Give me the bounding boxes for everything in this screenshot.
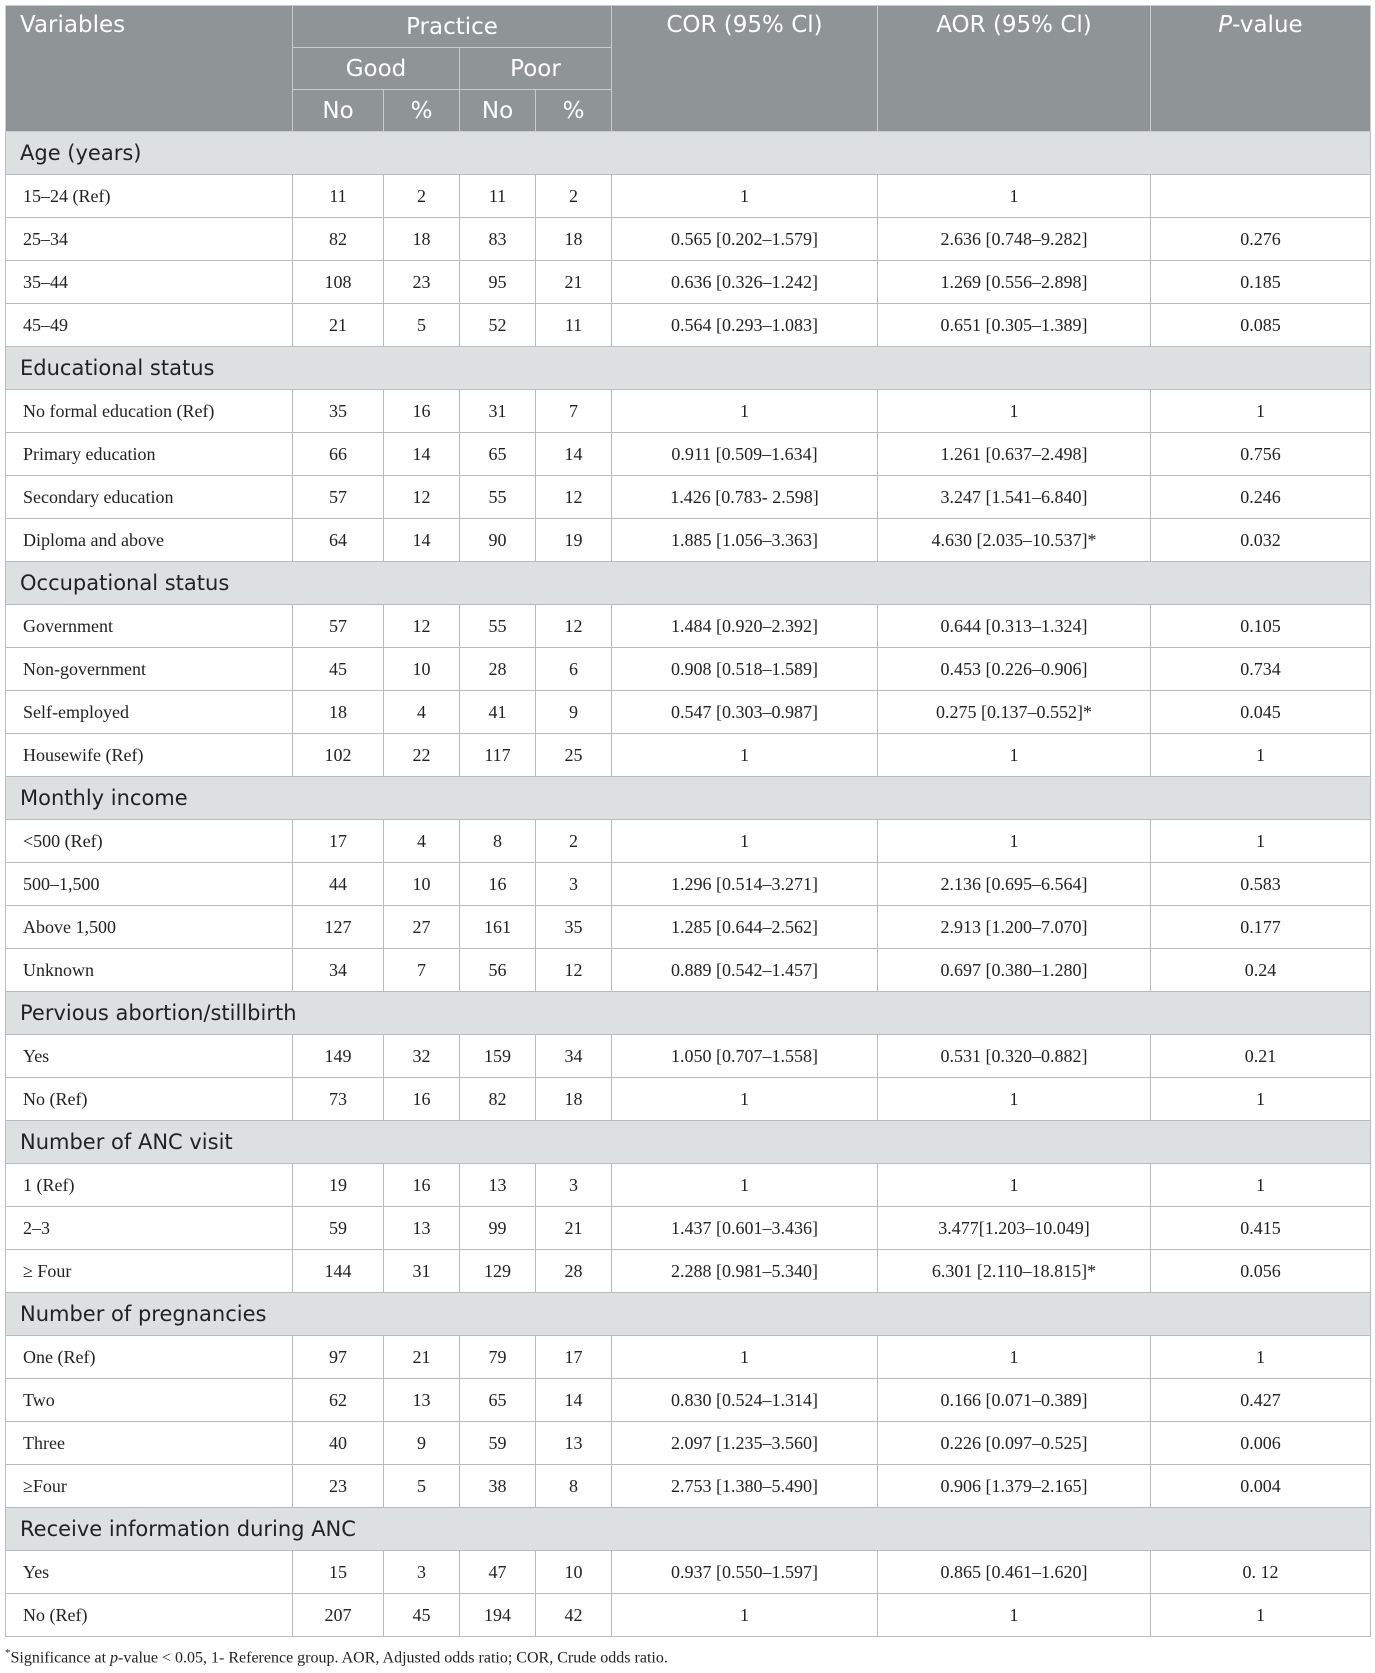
cell-aor: 0.531 [0.320–0.882] [878,1035,1151,1078]
cell-cor: 0.908 [0.518–1.589] [612,648,878,691]
cell-good-pct: 22 [384,734,460,777]
cell-variable: One (Ref) [6,1336,293,1379]
cell-good-pct: 13 [384,1379,460,1422]
cell-p-value: 1 [1151,1594,1371,1637]
results-table [5,5,1371,1637]
cell-poor-pct: 8 [536,1465,612,1508]
cell-variable: Yes [6,1551,293,1594]
cell-good-pct: 16 [384,390,460,433]
cell-poor-no: 55 [460,605,536,648]
cell-aor: 1 [878,1078,1151,1121]
cell-poor-no: 11 [460,175,536,218]
section-row [6,347,1371,390]
cell-aor: 0.697 [0.380–1.280] [878,949,1151,992]
cell-poor-pct: 12 [536,476,612,519]
table-row [6,1551,1371,1594]
footnote-p-italic: p [110,1649,119,1667]
cell-poor-no: 129 [460,1250,536,1293]
cell-aor: 6.301 [2.110–18.815]* [878,1250,1151,1293]
cell-good-pct: 10 [384,863,460,906]
cell-cor: 1.296 [0.514–3.271] [612,863,878,906]
cell-good-no: 34 [293,949,384,992]
cell-good-no: 18 [293,691,384,734]
cell-variable: Government [6,605,293,648]
cell-aor: 1 [878,734,1151,777]
cell-aor: 0.651 [0.305–1.389] [878,304,1151,347]
cell-poor-no: 13 [460,1164,536,1207]
table-body [6,132,1371,1637]
cell-good-no: 207 [293,1594,384,1637]
cell-cor: 1.484 [0.920–2.392] [612,605,878,648]
cell-aor: 2.636 [0.748–9.282] [878,218,1151,261]
section-title: Number of pregnancies [6,1293,1371,1336]
header-poor-pct: % [536,90,612,132]
cell-variable: Self-employed [6,691,293,734]
cell-poor-no: 31 [460,390,536,433]
cell-poor-pct: 21 [536,261,612,304]
table-row [6,1207,1371,1250]
cell-poor-pct: 42 [536,1594,612,1637]
cell-poor-pct: 18 [536,218,612,261]
cell-p-value: 1 [1151,734,1371,777]
cell-good-pct: 45 [384,1594,460,1637]
header-poor-no: No [460,90,536,132]
cell-good-no: 62 [293,1379,384,1422]
header-good-pct: % [384,90,460,132]
table-row [6,1422,1371,1465]
cell-aor: 0.166 [0.071–0.389] [878,1379,1151,1422]
cell-good-no: 66 [293,433,384,476]
table-row [6,1379,1371,1422]
cell-p-value: 1 [1151,390,1371,433]
cell-variable: Non-government [6,648,293,691]
cell-aor: 2.913 [1.200–7.070] [878,906,1151,949]
cell-p-value: 0.085 [1151,304,1371,347]
cell-good-pct: 10 [384,648,460,691]
cell-cor: 2.097 [1.235–3.560] [612,1422,878,1465]
cell-poor-no: 41 [460,691,536,734]
section-title: Age (years) [6,132,1371,175]
table-row [6,476,1371,519]
cell-aor: 0.275 [0.137–0.552]* [878,691,1151,734]
cell-good-pct: 16 [384,1164,460,1207]
cell-cor: 1 [612,390,878,433]
header-cor: COR (95% Cl) [612,6,878,132]
cell-p-value: 1 [1151,820,1371,863]
cell-variable: No (Ref) [6,1078,293,1121]
cell-good-pct: 12 [384,476,460,519]
cell-poor-pct: 35 [536,906,612,949]
cell-good-no: 59 [293,1207,384,1250]
table-row [6,734,1371,777]
cell-aor: 4.630 [2.035–10.537]* [878,519,1151,562]
cell-cor: 0.547 [0.303–0.987] [612,691,878,734]
footnote-star: * [5,1647,11,1659]
table-row [6,1164,1371,1207]
table-row [6,304,1371,347]
cell-poor-pct: 12 [536,949,612,992]
cell-good-pct: 2 [384,175,460,218]
cell-poor-no: 38 [460,1465,536,1508]
section-row [6,1121,1371,1164]
cell-aor: 1 [878,1336,1151,1379]
cell-poor-no: 99 [460,1207,536,1250]
cell-good-no: 40 [293,1422,384,1465]
table-header [6,6,1371,132]
cell-cor: 1.426 [0.783- 2.598] [612,476,878,519]
cell-good-pct: 5 [384,1465,460,1508]
cell-cor: 1.437 [0.601–3.436] [612,1207,878,1250]
table-row [6,1594,1371,1637]
section-title: Receive information during ANC [6,1508,1371,1551]
cell-variable: No formal education (Ref) [6,390,293,433]
header-p-rest: -value [1232,12,1303,38]
cell-poor-pct: 34 [536,1035,612,1078]
cell-variable: 25–34 [6,218,293,261]
cell-good-pct: 4 [384,820,460,863]
section-row [6,777,1371,820]
cell-good-pct: 7 [384,949,460,992]
header-p-value [1151,6,1371,132]
cell-cor: 1 [612,734,878,777]
section-title: Monthly income [6,777,1371,820]
cell-poor-no: 52 [460,304,536,347]
cell-poor-no: 65 [460,1379,536,1422]
cell-variable: 15–24 (Ref) [6,175,293,218]
cell-p-value: 0.185 [1151,261,1371,304]
cell-p-value: 1 [1151,1164,1371,1207]
cell-good-no: 17 [293,820,384,863]
cell-poor-no: 79 [460,1336,536,1379]
cell-p-value: 1 [1151,1078,1371,1121]
cell-good-no: 11 [293,175,384,218]
section-title: Pervious abortion/stillbirth [6,992,1371,1035]
cell-good-pct: 13 [384,1207,460,1250]
cell-aor: 0.906 [1.379–2.165] [878,1465,1151,1508]
section-row [6,1508,1371,1551]
header-variables: Variables [6,6,293,132]
cell-p-value: 0.045 [1151,691,1371,734]
cell-variable: Diploma and above [6,519,293,562]
cell-aor: 0.453 [0.226–0.906] [878,648,1151,691]
table-row [6,218,1371,261]
section-title: Occupational status [6,562,1371,605]
header-good: Good [293,48,460,90]
cell-poor-no: 194 [460,1594,536,1637]
cell-poor-no: 28 [460,648,536,691]
cell-cor: 0.565 [0.202–1.579] [612,218,878,261]
cell-p-value: 0.032 [1151,519,1371,562]
table-row [6,863,1371,906]
table-row [6,1035,1371,1078]
cell-poor-no: 82 [460,1078,536,1121]
cell-cor: 2.288 [0.981–5.340] [612,1250,878,1293]
cell-aor: 1 [878,1594,1151,1637]
header-p-italic: P [1218,12,1233,38]
cell-poor-no: 159 [460,1035,536,1078]
cell-cor: 0.830 [0.524–1.314] [612,1379,878,1422]
cell-good-no: 44 [293,863,384,906]
cell-aor: 1.261 [0.637–2.498] [878,433,1151,476]
cell-poor-no: 83 [460,218,536,261]
table-row [6,433,1371,476]
table-row [6,175,1371,218]
cell-aor: 0.644 [0.313–1.324] [878,605,1151,648]
cell-good-pct: 18 [384,218,460,261]
table-row [6,1465,1371,1508]
cell-cor: 1 [612,175,878,218]
cell-cor: 1.885 [1.056–3.363] [612,519,878,562]
cell-good-no: 102 [293,734,384,777]
cell-p-value: 0. 12 [1151,1551,1371,1594]
table-row [6,1250,1371,1293]
cell-good-pct: 31 [384,1250,460,1293]
cell-variable: Above 1,500 [6,906,293,949]
cell-p-value: 0.246 [1151,476,1371,519]
table-container [5,5,1370,1637]
cell-variable: 2–3 [6,1207,293,1250]
cell-variable: 1 (Ref) [6,1164,293,1207]
cell-poor-no: 161 [460,906,536,949]
cell-aor: 3.247 [1.541–6.840] [878,476,1151,519]
cell-p-value: 0.734 [1151,648,1371,691]
table-row [6,949,1371,992]
cell-p-value [1151,175,1371,218]
table-row [6,906,1371,949]
cell-aor: 1.269 [0.556–2.898] [878,261,1151,304]
cell-good-pct: 14 [384,519,460,562]
cell-good-no: 73 [293,1078,384,1121]
cell-good-no: 35 [293,390,384,433]
cell-good-no: 82 [293,218,384,261]
cell-poor-no: 65 [460,433,536,476]
cell-good-pct: 5 [384,304,460,347]
cell-cor: 0.937 [0.550–1.597] [612,1551,878,1594]
cell-poor-pct: 25 [536,734,612,777]
cell-cor: 0.636 [0.326–1.242] [612,261,878,304]
table-row [6,1078,1371,1121]
section-row [6,562,1371,605]
cell-poor-pct: 19 [536,519,612,562]
cell-p-value: 0.006 [1151,1422,1371,1465]
cell-aor: 0.865 [0.461–1.620] [878,1551,1151,1594]
cell-cor: 0.564 [0.293–1.083] [612,304,878,347]
table-row [6,390,1371,433]
cell-good-no: 64 [293,519,384,562]
cell-poor-no: 16 [460,863,536,906]
cell-good-pct: 3 [384,1551,460,1594]
cell-variable: Primary education [6,433,293,476]
cell-good-no: 57 [293,605,384,648]
cell-aor: 1 [878,1164,1151,1207]
cell-p-value: 0.004 [1151,1465,1371,1508]
cell-good-no: 57 [293,476,384,519]
cell-cor: 1 [612,1594,878,1637]
cell-variable: No (Ref) [6,1594,293,1637]
header-good-no: No [293,90,384,132]
header-poor: Poor [460,48,612,90]
cell-poor-no: 47 [460,1551,536,1594]
cell-good-pct: 21 [384,1336,460,1379]
cell-variable: <500 (Ref) [6,820,293,863]
footnote-part1: Significance at [10,1649,111,1667]
cell-cor: 1 [612,1078,878,1121]
cell-variable: 35–44 [6,261,293,304]
cell-poor-pct: 13 [536,1422,612,1465]
cell-good-pct: 16 [384,1078,460,1121]
cell-poor-no: 8 [460,820,536,863]
cell-p-value: 0.583 [1151,863,1371,906]
cell-p-value: 0.756 [1151,433,1371,476]
cell-good-no: 144 [293,1250,384,1293]
cell-poor-pct: 3 [536,863,612,906]
cell-good-pct: 27 [384,906,460,949]
cell-p-value: 0.105 [1151,605,1371,648]
cell-cor: 0.911 [0.509–1.634] [612,433,878,476]
cell-poor-pct: 3 [536,1164,612,1207]
cell-poor-pct: 28 [536,1250,612,1293]
cell-poor-no: 59 [460,1422,536,1465]
cell-variable: Yes [6,1035,293,1078]
section-row [6,132,1371,175]
cell-variable: Three [6,1422,293,1465]
cell-good-no: 19 [293,1164,384,1207]
cell-good-pct: 23 [384,261,460,304]
cell-p-value: 1 [1151,1336,1371,1379]
cell-cor: 1.285 [0.644–2.562] [612,906,878,949]
section-row [6,992,1371,1035]
cell-variable: 500–1,500 [6,863,293,906]
header-aor: AOR (95% Cl) [878,6,1151,132]
cell-poor-pct: 6 [536,648,612,691]
table-row [6,519,1371,562]
cell-cor: 1 [612,1336,878,1379]
cell-variable: 45–49 [6,304,293,347]
cell-good-pct: 4 [384,691,460,734]
cell-poor-pct: 2 [536,820,612,863]
cell-good-no: 127 [293,906,384,949]
cell-aor: 2.136 [0.695–6.564] [878,863,1151,906]
cell-cor: 0.889 [0.542–1.457] [612,949,878,992]
section-title: Educational status [6,347,1371,390]
cell-aor: 3.477[1.203–10.049] [878,1207,1151,1250]
table-row [6,261,1371,304]
cell-variable: Two [6,1379,293,1422]
cell-poor-no: 56 [460,949,536,992]
cell-poor-pct: 14 [536,433,612,476]
table-footnote [5,1647,668,1667]
cell-p-value: 0.056 [1151,1250,1371,1293]
cell-good-no: 15 [293,1551,384,1594]
cell-aor: 1 [878,820,1151,863]
cell-poor-pct: 18 [536,1078,612,1121]
cell-good-pct: 32 [384,1035,460,1078]
header-practice: Practice [293,6,612,48]
section-row [6,1293,1371,1336]
cell-poor-pct: 17 [536,1336,612,1379]
cell-good-pct: 14 [384,433,460,476]
cell-variable: Housewife (Ref) [6,734,293,777]
cell-variable: ≥ Four [6,1250,293,1293]
cell-good-no: 21 [293,304,384,347]
cell-good-pct: 12 [384,605,460,648]
cell-poor-pct: 9 [536,691,612,734]
cell-p-value: 0.276 [1151,218,1371,261]
cell-variable: Secondary education [6,476,293,519]
cell-poor-pct: 21 [536,1207,612,1250]
cell-variable: Unknown [6,949,293,992]
cell-p-value: 0.24 [1151,949,1371,992]
cell-poor-pct: 11 [536,304,612,347]
cell-poor-pct: 14 [536,1379,612,1422]
cell-p-value: 0.427 [1151,1379,1371,1422]
table-row [6,820,1371,863]
cell-aor: 1 [878,175,1151,218]
cell-p-value: 0.21 [1151,1035,1371,1078]
table-row [6,691,1371,734]
cell-poor-pct: 12 [536,605,612,648]
cell-poor-no: 90 [460,519,536,562]
cell-poor-no: 95 [460,261,536,304]
table-row [6,648,1371,691]
cell-aor: 0.226 [0.097–0.525] [878,1422,1151,1465]
cell-good-no: 149 [293,1035,384,1078]
cell-good-no: 23 [293,1465,384,1508]
cell-good-no: 97 [293,1336,384,1379]
table-row [6,1336,1371,1379]
cell-poor-no: 55 [460,476,536,519]
cell-variable: ≥Four [6,1465,293,1508]
cell-good-no: 108 [293,261,384,304]
cell-good-no: 45 [293,648,384,691]
cell-aor: 1 [878,390,1151,433]
cell-p-value: 0.415 [1151,1207,1371,1250]
cell-cor: 2.753 [1.380–5.490] [612,1465,878,1508]
cell-cor: 1.050 [0.707–1.558] [612,1035,878,1078]
cell-cor: 1 [612,1164,878,1207]
table-row [6,605,1371,648]
cell-poor-pct: 7 [536,390,612,433]
footnote-part2: -value < 0.05, 1- Reference group. AOR, Adjusted odds ratio; COR, Crude odds ratio. [118,1649,668,1667]
cell-poor-pct: 2 [536,175,612,218]
cell-good-pct: 9 [384,1422,460,1465]
cell-poor-pct: 10 [536,1551,612,1594]
cell-cor: 1 [612,820,878,863]
cell-poor-no: 117 [460,734,536,777]
cell-p-value: 0.177 [1151,906,1371,949]
section-title: Number of ANC visit [6,1121,1371,1164]
